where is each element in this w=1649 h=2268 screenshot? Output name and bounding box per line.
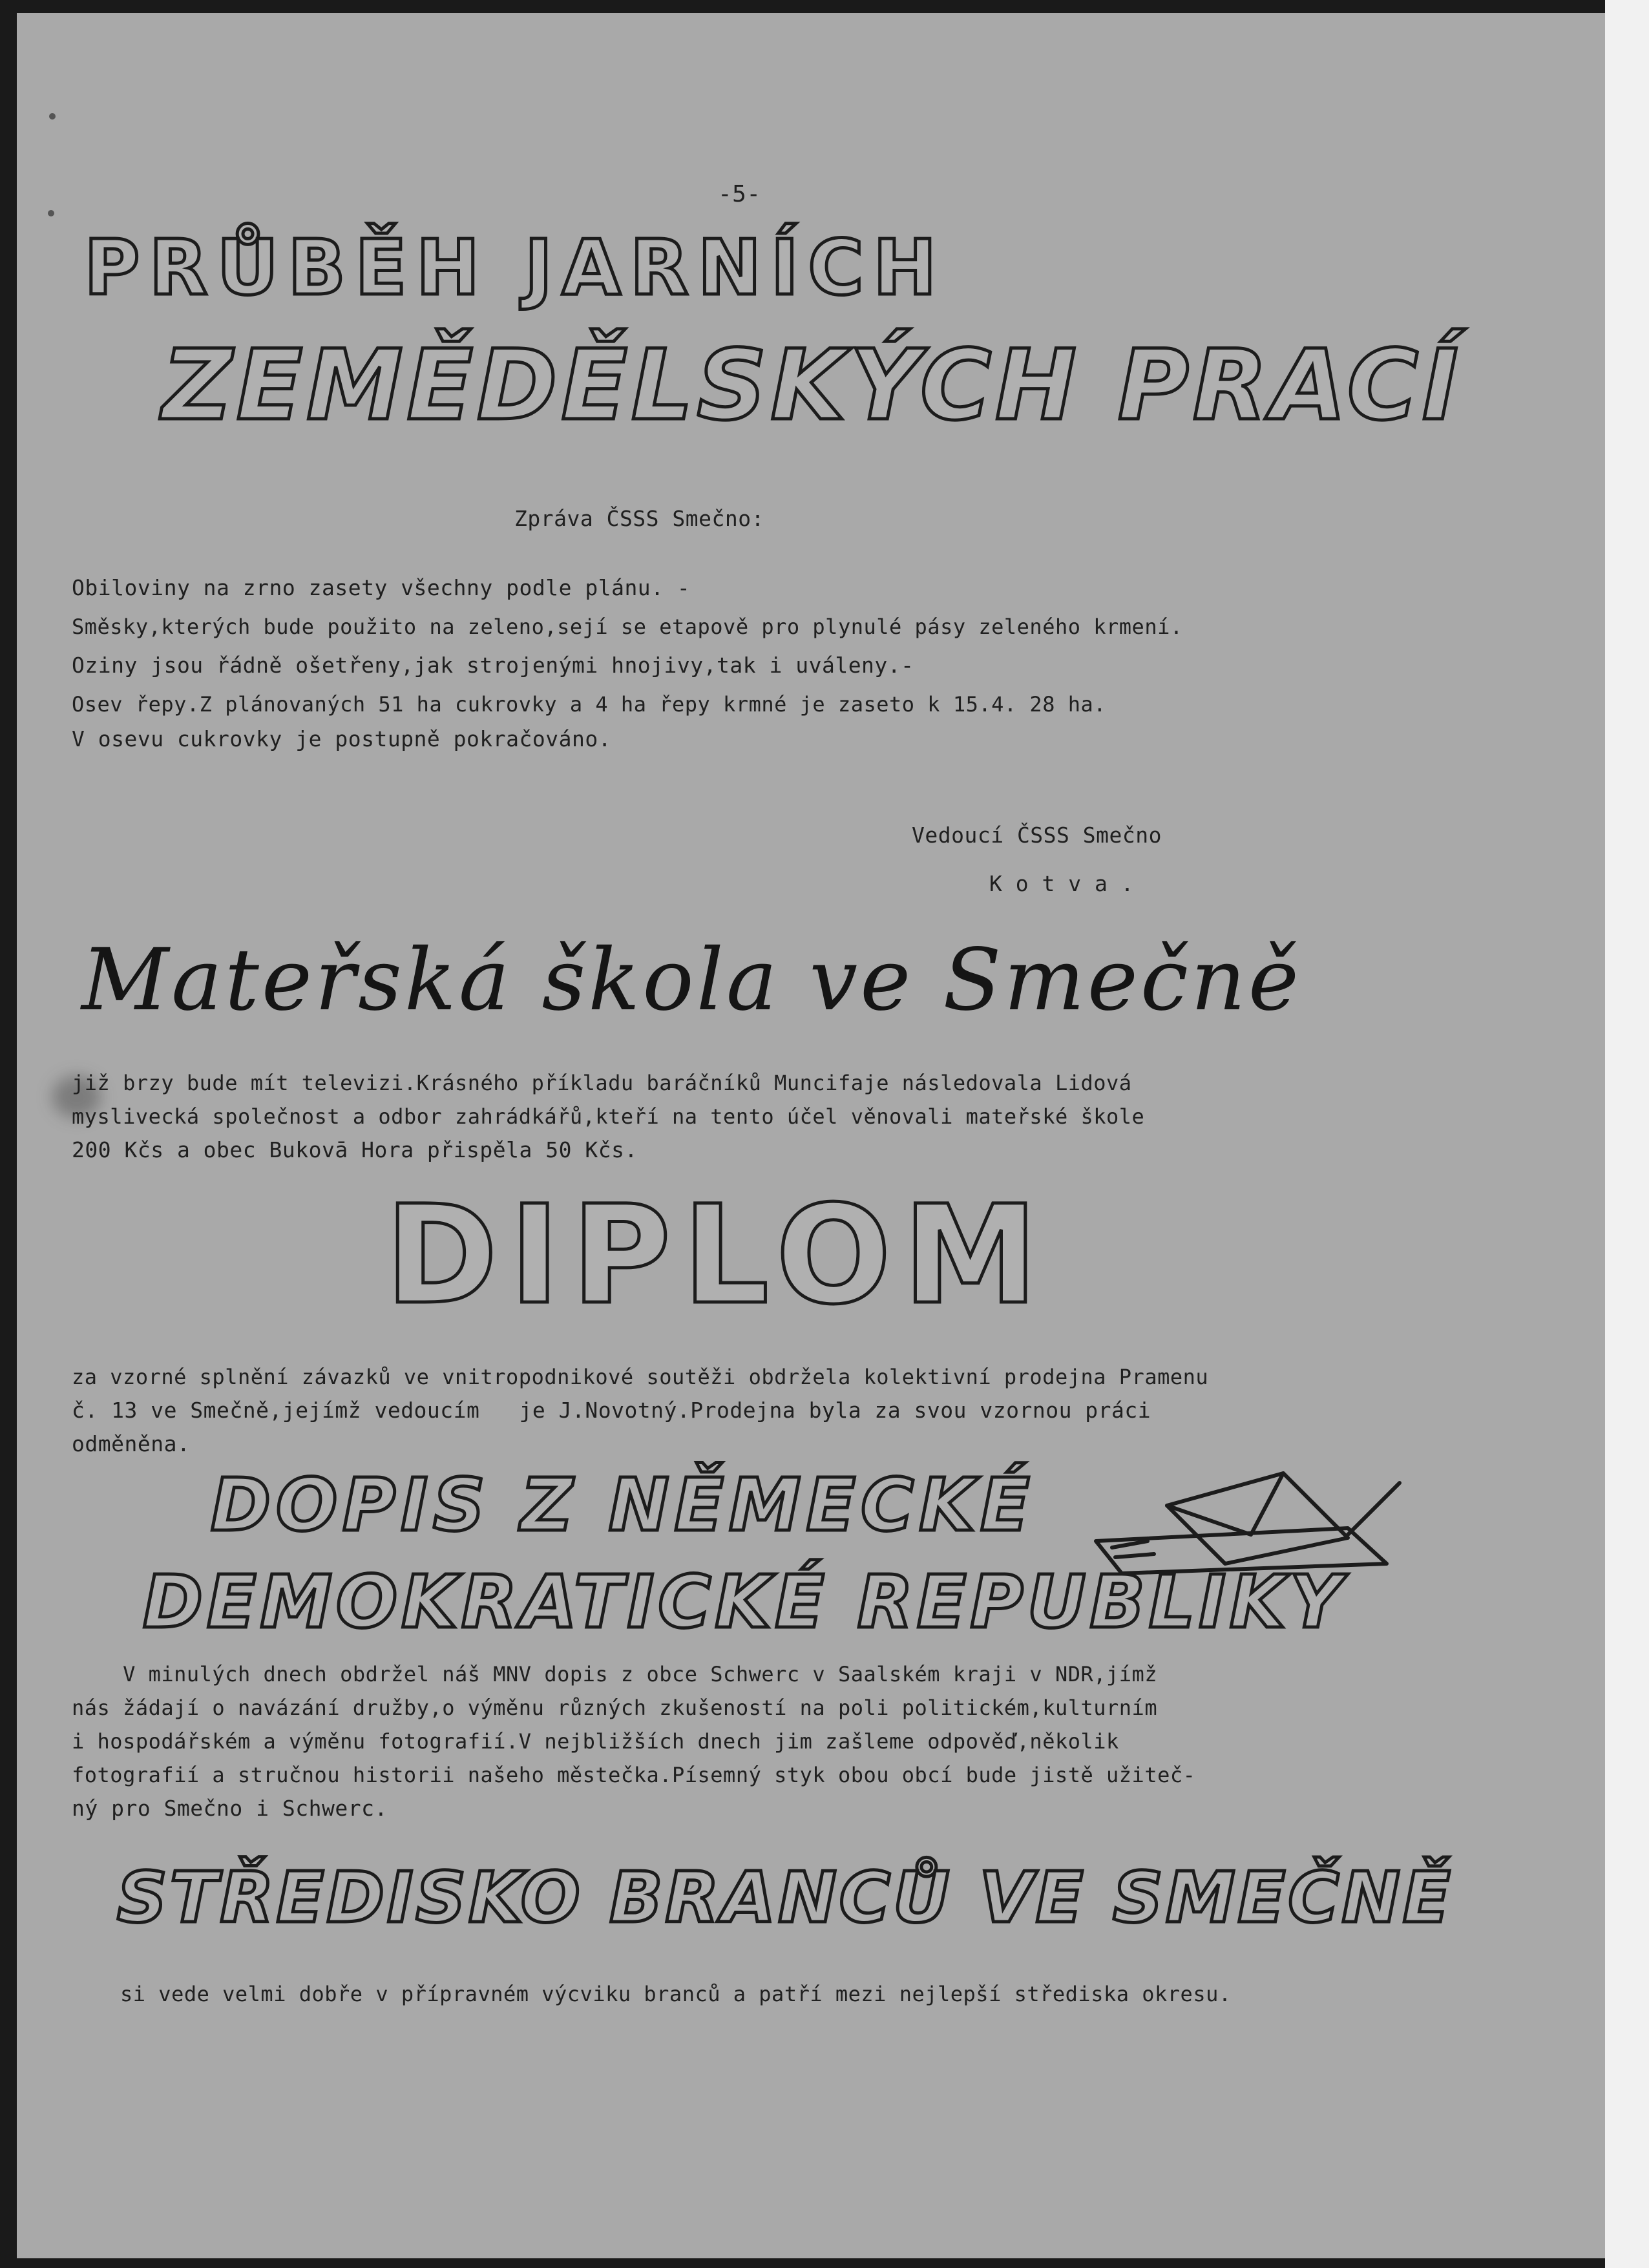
article1-body [72, 569, 1183, 755]
article2-line: myslivecká společnost a odbor zahrádkářů,kteří na tento účel věnovali mateřské škole [72, 1104, 1145, 1129]
article4-line: V minulých dnech obdržel náš MNV dopis z obce Schwerc v Saalském kraji v NDR,jímž [72, 1662, 1158, 1686]
article1-signature-name: K o t v a . [989, 871, 1135, 896]
article4-heading-line2: DEMOKRATICKÉ REPUBLIKY [143, 1560, 1346, 1644]
article4-line: nás žádají o navázání družby,o výměnu různých zkušeností na poli politickém,kulturním [72, 1696, 1158, 1720]
article5-heading: STŘEDISKO BRANCŮ VE SMEČNĚ [117, 1858, 1453, 1938]
article1-heading-line1: PRŮBĚH JARNÍCH [84, 223, 946, 312]
article4-heading-line1: DOPIS Z NĚMECKÉ [211, 1464, 1035, 1548]
article2-heading: Mateřská škola ve Smečně [81, 930, 1301, 1030]
punch-hole-mark [49, 113, 56, 120]
article3-line: odměněna. [72, 1431, 191, 1456]
article2-line: 200 Kčs a obec Bukovā Hora přispěla 50 Kčs. [72, 1137, 638, 1162]
scanner-margin [1605, 0, 1649, 2268]
punch-hole-mark [48, 210, 54, 216]
article1-signature-title: Vedoucí ČSSS Smečno [912, 823, 1162, 848]
article1-line: V osevu cukrovky je postupně pokračováno. [72, 726, 612, 751]
article1-line: Oziny jsou řádně ošetřeny,jak strojenými hnojivy,tak i uváleny.- [72, 653, 914, 678]
article3-body [72, 1360, 1208, 1461]
article2-body [72, 1066, 1144, 1167]
article4-line: ný pro Smečno i Schwerc. [72, 1796, 388, 1821]
article3-heading: DIPLOM [385, 1176, 1050, 1334]
article1-source: Zpráva ČSSS Smečno: [514, 506, 764, 531]
article3-line: č. 13 ve Smečně,jejímž vedoucím je J.Novotný.Prodejna byla za svou vzornou práci [72, 1398, 1151, 1423]
article1-line: Osev řepy.Z plánovaných 51 ha cukrovky a 4 ha řepy krmné je zaseto k 15.4. 28 ha. [72, 692, 1107, 717]
article2-line: již brzy bude mít televizi.Krásného příkladu baráčníků Muncifaje následovala Lidová [72, 1071, 1132, 1095]
page-number: -5- [718, 181, 761, 207]
article4-body [72, 1657, 1195, 1825]
article3-line: za vzorné splnění závazků ve vnitropodnikové soutěži obdržela kolektivní prodejna Pramenu [72, 1365, 1209, 1389]
article4-line: i hospodářském a výměnu fotografií.V nejbližších dnech jim zašleme odpověď,několik [72, 1729, 1119, 1754]
article1-line: Směsky,kterých bude použito na zeleno,sejí se etapově pro plynulé pásy zeleného krmení. [72, 614, 1183, 639]
article5-line: si vede velmi dobře v přípravném výcviku branců a patří mezi nejlepší střediska okresu. [120, 1982, 1232, 2006]
envelope-icon [1077, 1444, 1425, 1580]
document-page [17, 13, 1605, 2258]
article1-heading-line2: ZEMĚDĚLSKÝCH PRACÍ [162, 330, 1462, 442]
article1-line: Obiloviny na zrno zasety všechny podle plánu. - [72, 575, 691, 600]
article4-line: fotografií a stručnou historii našeho městečka.Písemný styk obou obcí bude jistě užiteč- [72, 1763, 1196, 1787]
